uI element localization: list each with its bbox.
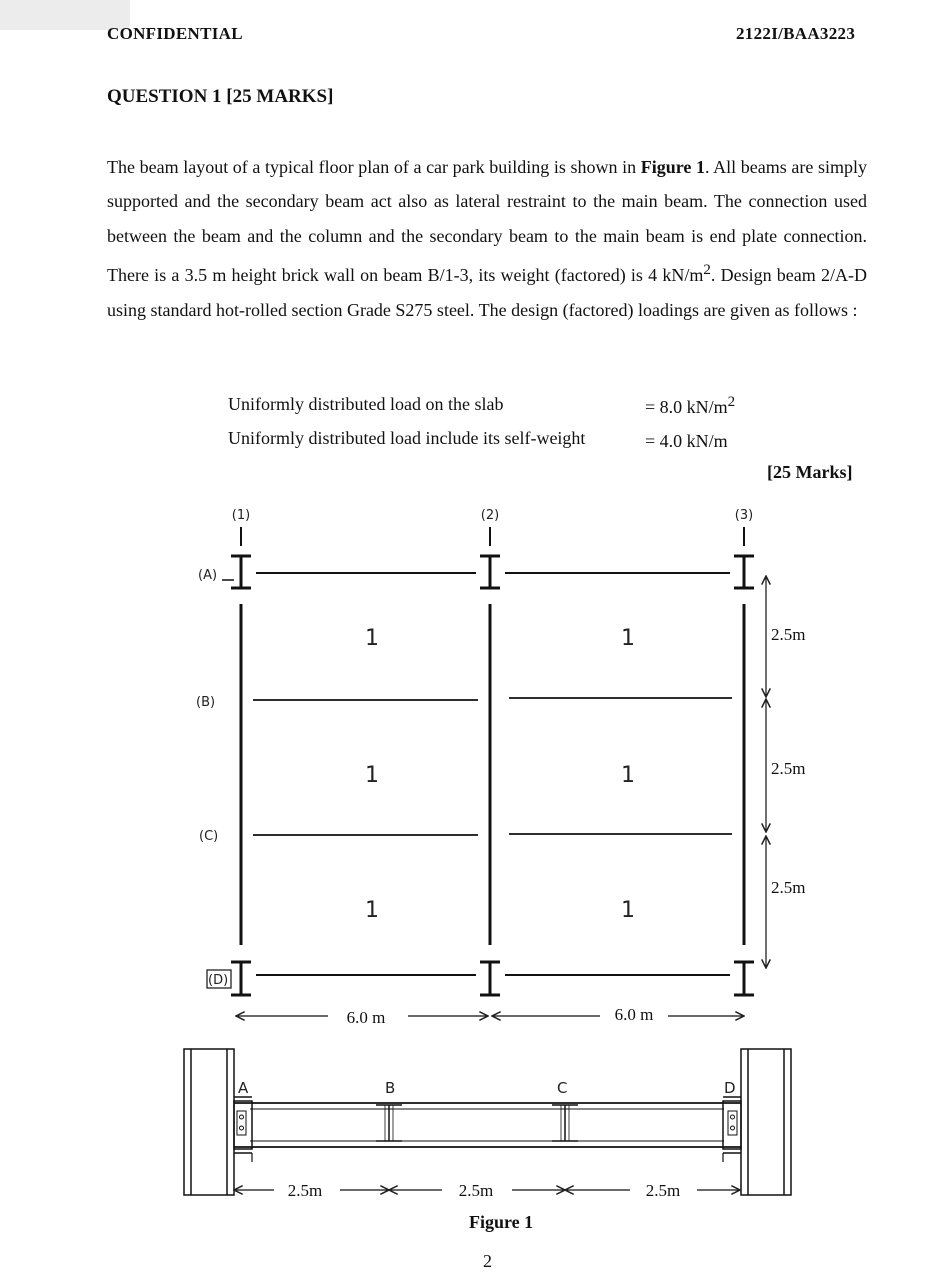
floor-plan	[196, 508, 805, 1027]
column-a3	[734, 556, 754, 588]
column-a1	[231, 556, 251, 588]
course-code-header: 2122I/BAA3223	[736, 24, 856, 43]
end-column-left	[184, 1049, 234, 1195]
column-d3	[734, 962, 754, 995]
secondary-beam-section-b	[376, 1105, 402, 1141]
grid-label-3: (3)	[734, 508, 754, 523]
grid-label-1: (1)	[231, 508, 251, 523]
span-symbol: 1	[365, 898, 379, 923]
grid-label-2: (2)	[480, 508, 500, 523]
secondary-beam-section-c	[552, 1105, 578, 1141]
question-paragraph: The beam layout of a typical floor plan of a car park building is shown in Figure 1. All beams are simply supported and the secondary beam act also as lateral restraint to the main beam. The connection used between the beam and the column and the secondary beam to the main beam is end plate connection. There is a 3.5 m height brick wall on beam B/1-3, its weight (factored) is 4 $kN/m^2$. Design beam 2/A-D using standard hot-rolled section Grade S275 steel. The design (factored) loadings are given as follows :	[107, 157, 868, 320]
dim-label-ab: 2.5m	[771, 625, 806, 644]
point-label-c: C	[557, 1079, 568, 1097]
grid-label-d: (D)	[208, 973, 229, 988]
span-symbol: 1	[365, 626, 379, 651]
column-d2	[480, 962, 500, 995]
column-a2	[480, 556, 500, 588]
elevation-view	[184, 1049, 791, 1200]
question-title: QUESTION 1 [25 MARKS]	[107, 86, 334, 107]
dim-label-bc: 2.5m	[771, 759, 806, 778]
column-d1	[231, 962, 251, 995]
elev-dim-label-cd: 2.5m	[645, 1181, 681, 1200]
end-column-right	[741, 1049, 791, 1195]
figure-reference: Figure 1	[640, 157, 706, 177]
confidential-header: CONFIDENTIAL	[107, 24, 243, 43]
span-symbol: 1	[621, 763, 635, 788]
marks-label: [25 Marks]	[767, 462, 853, 482]
dim-label-12: 6.0 m	[346, 1008, 386, 1027]
elev-dim-label-ab: 2.5m	[287, 1181, 323, 1200]
load-label: Uniformly distributed load include its self-weight	[228, 428, 586, 448]
dim-label-cd: 2.5m	[771, 878, 806, 897]
grid-label-a: (A)	[198, 568, 218, 583]
elev-dim-label-bc: 2.5m	[458, 1181, 494, 1200]
point-label-a: A	[238, 1079, 249, 1097]
point-label-b: B	[385, 1079, 396, 1097]
span-symbol: 1	[621, 626, 635, 651]
figure-caption: Figure 1	[469, 1212, 534, 1232]
span-symbol: 1	[365, 763, 379, 788]
grid-label-b: (B)	[196, 695, 216, 710]
dim-label-23: 6.0 m	[614, 1005, 654, 1024]
load-label: Uniformly distributed load on the slab	[228, 394, 504, 414]
grid-label-c: (C)	[199, 829, 219, 844]
point-label-d: D	[724, 1079, 736, 1097]
span-symbol: 1	[621, 898, 635, 923]
page-number: 2	[483, 1251, 492, 1271]
load-value: = 8.0 $kN/m^2$	[645, 394, 736, 417]
load-value: = 4.0 kN/m	[645, 431, 728, 451]
